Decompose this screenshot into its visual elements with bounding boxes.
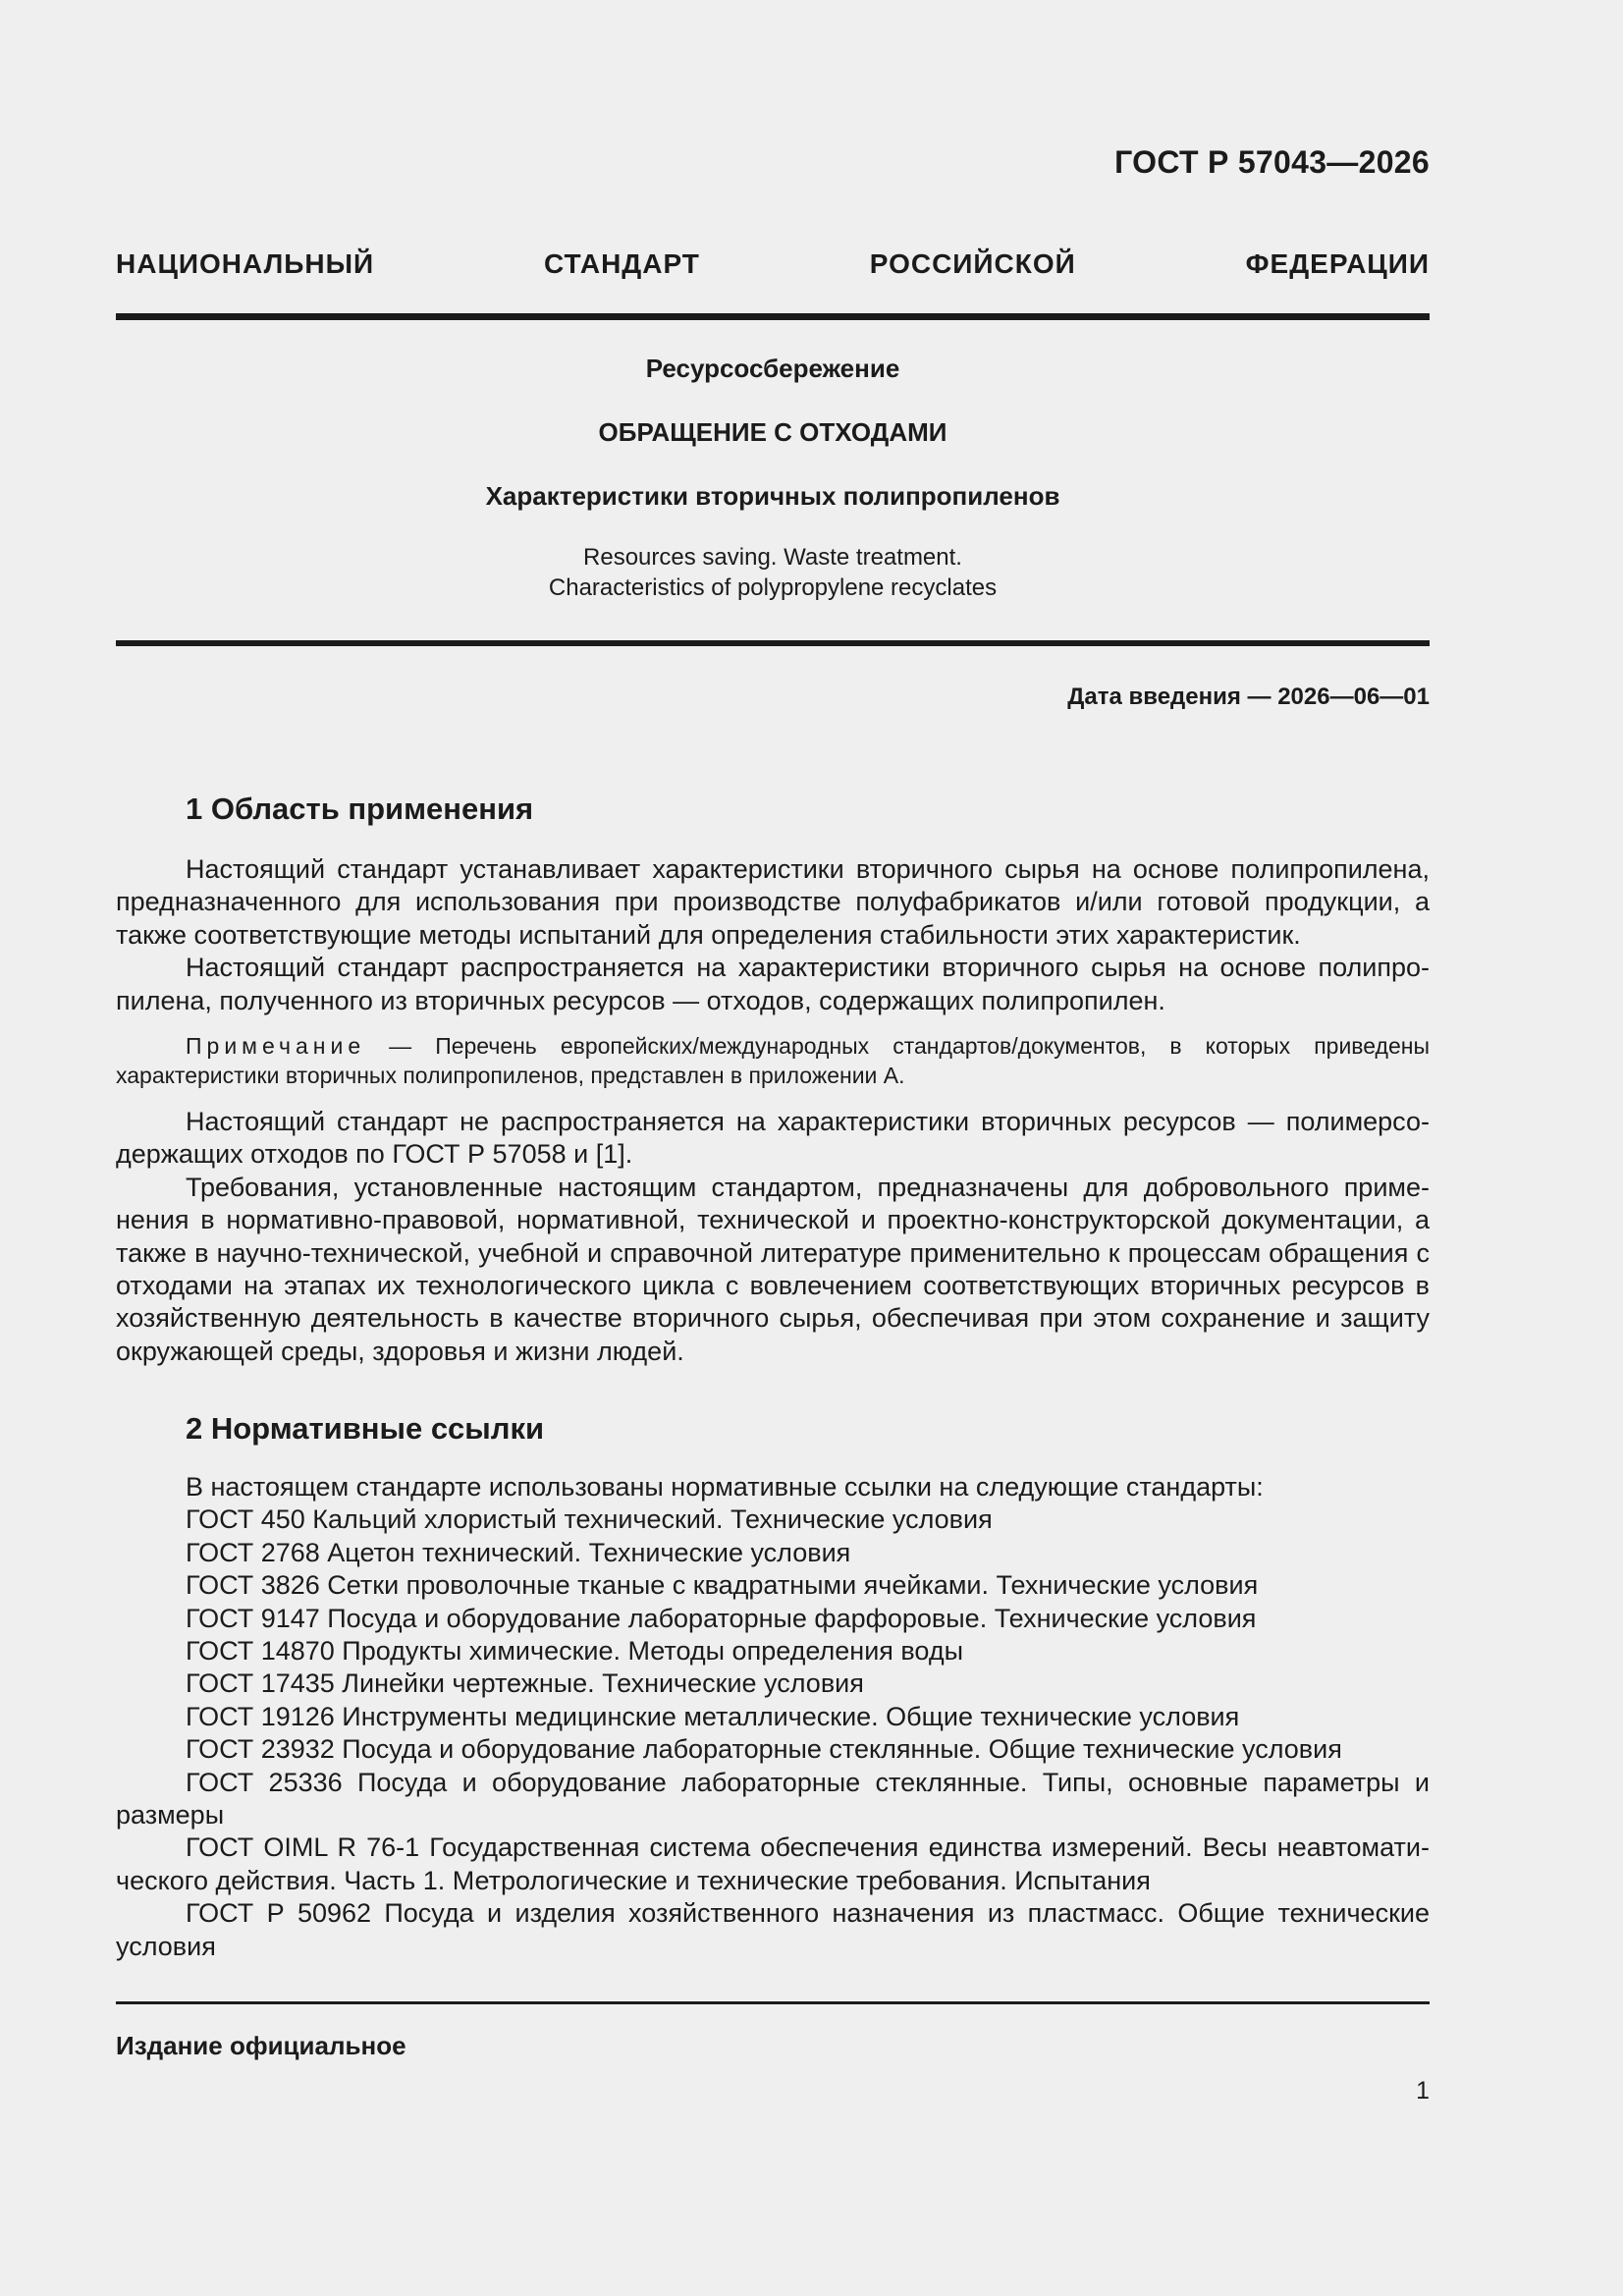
- note-label: Примечание: [186, 1033, 366, 1059]
- header-rule-top: [116, 313, 1430, 320]
- section-1-paragraph: Настоящий стандарт распространяется на характеристики вторичного сырья на основе полипропилена, полученного из вторичных ресурсов — отходов, содержащих полипропилен.: [116, 953, 1430, 1015]
- title-subtitle: Характеристики вторичных полипропиленов: [485, 481, 1060, 511]
- reference-item: ГОСТ 25336 Посуда и оборудование лабораторные стеклянные. Типы, основные параметры и размеры: [116, 1767, 1430, 1831]
- introduction-date: Дата введения — 2026—06—01: [1067, 683, 1430, 710]
- reference-item: ГОСТ 450 Кальций хлористый технический. Технические условия: [186, 1504, 993, 1535]
- reference-item: ГОСТ 17435 Линейки чертежные. Технические условия: [186, 1668, 864, 1699]
- footer-rule: [116, 2001, 1430, 2004]
- reference-item: ГОСТ 19126 Инструменты медицинские металлические. Общие технические условия: [186, 1701, 1240, 1731]
- section-1-paragraph: Настоящий стандарт устанавливает характеристики вторичного сырья на основе полипропилена, предназначенного для использования при производстве полуфабрикатов и/или готовой продукции, а также соответствующие методы испытаний для определения стабильности этих характеристик.: [116, 854, 1430, 950]
- reference-item: ГОСТ 14870 Продукты химические. Методы определения воды: [186, 1636, 964, 1667]
- note-text: — Перечень европейских/международных стандартов/документов, в которых приведены характеристики вторичных полипропиленов, представлен в приложении А.: [116, 1033, 1430, 1088]
- title-english-line2: Characteristics of polypropylene recyclates: [548, 574, 998, 601]
- title-topic: Ресурсосбережение: [645, 354, 900, 383]
- reference-item: ГОСТ OIML R 76-1 Государственная система обеспечения единства измерений. Весы неавтоматического действия. Часть 1. Метрологические и технические требования. Испытания: [116, 1832, 1430, 1895]
- header-rule-bottom: [116, 640, 1430, 646]
- section-2-title: 2 Нормативные ссылки: [186, 1411, 545, 1446]
- title-english-line1: Resources saving. Waste treatment.: [583, 544, 962, 571]
- normative-references-list: [116, 1471, 1430, 1963]
- reference-item: ГОСТ 9147 Посуда и оборудование лабораторные фарфоровые. Технические условия: [186, 1603, 1257, 1633]
- reference-item: ГОСТ 3826 Сетки проволочные тканые с квадратными ячейками. Технические условия: [186, 1570, 1259, 1601]
- reference-item: ГОСТ 23932 Посуда и оборудование лабораторные стеклянные. Общие технические условия: [186, 1734, 1342, 1765]
- page-number: 1: [1416, 2077, 1430, 2105]
- reference-item: ГОСТ 2768 Ацетон технический. Технические условия: [186, 1537, 851, 1567]
- official-edition-label: Издание официальное: [116, 2031, 406, 2060]
- document-number: ГОСТ Р 57043—2026: [1114, 144, 1430, 180]
- national-standard-heading: НАЦИОНАЛЬНЫЙ СТАНДАРТ РОССИЙСКОЙ ФЕДЕРАЦИИ: [116, 248, 1430, 279]
- section-1-note: [116, 1031, 1430, 1090]
- section-1-body-continued: [116, 1106, 1430, 1368]
- references-intro: В настоящем стандарте использованы нормативные ссылки на следующие стандарты:: [186, 1472, 1264, 1502]
- section-1-paragraph: Требования, установленные настоящим стандартом, предназначены для добровольного применения в нормативно-правовой, нормативной, технической и проектно-конструкторской документации, а также в научно-технической, учебной и справочной литературе применительно к процессам обращения с отходами на этапах их технологического цикла с вовлечением соответствующих вторичных ресурсов в хозяйственную деятельность в качестве вторичного сырья, обеспечивая при этом сохранение и защиту окружающей среды, здоровья и жизни людей.: [116, 1172, 1430, 1366]
- section-1-paragraph: Настоящий стандарт не распространяется на характеристики вторичных ресурсов — полимерсодержащих отходов по ГОСТ Р 57058 и [1].: [116, 1107, 1430, 1170]
- section-1-body: [116, 853, 1430, 1017]
- reference-item: ГОСТ Р 50962 Посуда и изделия хозяйственного назначения из пластмасс. Общие технические условия: [116, 1898, 1430, 1961]
- title-main: ОБРАЩЕНИЕ С ОТХОДАМИ: [598, 417, 947, 447]
- section-1-title: 1 Область применения: [186, 792, 534, 826]
